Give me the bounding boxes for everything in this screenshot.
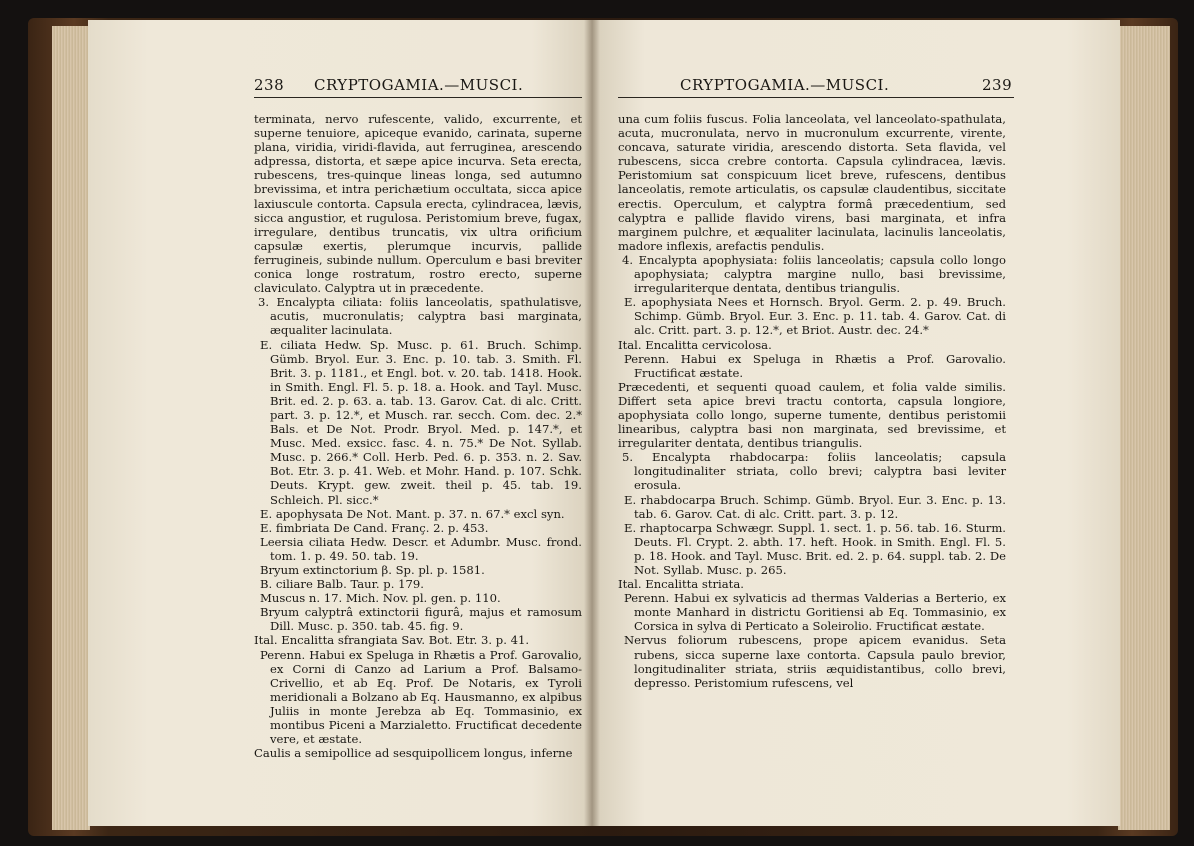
left-paragraph: 3. Encalypta ciliata: foliis lanceolatis, spathulatisve, acutis, mucronulatis; calyptra basi marginata, æqualiter lacinulata. (258, 295, 582, 338)
left-header-rule (254, 97, 582, 98)
left-paragraph: E. fimbriata De Cand. Franç. 2. p. 453. (260, 520, 489, 535)
left-paragraph: Perenn. Habui ex Speluga in Rhætis a Prof. Garovalio, ex Corni di Canzo ad Larium a Prof. Balsamo-Crivellio, et ab Eq. Prof. De Notaris, ex Tyroli meridionali a Bolzano ab Eq. Hausmanno, ex alpibus Juliis in monte Jerebza ab Eq. Tommasinio, ex montibus Piceni a Marzialetto. Fructificat decedente vere, et æstate. (260, 647, 582, 747)
left-running-title: CRYPTOGAMIA.—MUSCI. (314, 76, 524, 94)
left-paragraph: E. ciliata Hedw. Sp. Musc. p. 61. Bruch. Schimp. Gümb. Bryol. Eur. 3. Enc. p. 10. tab. 3. Smith. Fl. Brit. 3. p. 1181., et Engl. bot. v. 20. tab. 1418. Hook. in Smith. Engl. Fl. 5. p. 18. a. Hook. and Tayl. Musc. Brit. ed. 2. p. 63. a. tab. 13. Garov. Cat. di alc. Critt. part. 3. p. 12.*, et Musch. rar. secch. Com. dec. 2.* Bals. et De Not. Prodr. Bryol. Med. p. 147.*, et Musc. Med. exsicc. fasc. 4. n. 75.* De Not. Syllab. Musc. p. 266.* Coll. Herb. Ped. 6. p. 353. n. 2. Sav. Bot. Etr. 3. p. 41. Web. et Mohr. Hand. p. 107. Schk. Deuts. Krypt. gew. zweit. theil p. 45. tab. 19. Schleich. Pl. sicc.* (260, 337, 582, 507)
left-text-block (254, 112, 582, 760)
right-header-rule (618, 97, 1014, 98)
right-paragraph: E. rhabdocarpa Bruch. Schimp. Gümb. Bryol. Eur. 3. Enc. p. 13. tab. 6. Garov. Cat. di alc. Critt. part. 3. p. 12. (624, 492, 1006, 521)
left-page (88, 20, 592, 826)
left-paragraph: terminata, nervo rufescente, valido, excurrente, et superne tenuiore, apiceque evanido, carinata, superne plana, viridia, viridi-flavida, aut ferruginea, arescendo adpressa, distorta, et sæpe apice incurva. Seta erecta, rubescens, tres-quinque lineas longa, sed autumno brevissima, et intra perichætium occultata, sicca apice laxiuscule contorta. Capsula erecta, cylindracea, lævis, sicca angustior, et rugulosa. Peristomium breve, fugax, irregulare, dentibus truncatis, vix ultra orificium capsulæ exertis, plerumque incurvis, pallide ferrugineis, subinde nullum. Operculum e basi breviter conica longe rostratum, rostro erecto, superne claviculato. Calyptra ut in præcedente. (254, 112, 582, 296)
left-paragraph: Bryum extinctorium β. Sp. pl. p. 1581. (260, 563, 485, 577)
left-paragraph: Caulis a semipollice ad sesquipollicem longus, inferne (254, 746, 573, 761)
left-paragraph: Muscus n. 17. Mich. Nov. pl. gen. p. 110. (260, 591, 501, 606)
right-paragraph: 5. Encalypta rhabdocarpa: foliis lanceolatis; capsula longitudinaliter striata, collo brevi; calyptra basi leviter erosula. (622, 450, 1006, 493)
right-paragraph: Ital. Encalitta striata. (618, 577, 744, 592)
right-paragraph: 4. Encalypta apophysiata: foliis lanceolatis; capsula collo longo apophysiata; calyptra margine nullo, basi brevissime, irregulariterque dentata, dentibus triangulis. (622, 252, 1006, 296)
right-paragraph: E. rhaptocarpa Schwægr. Suppl. 1. sect. 1. p. 56. tab. 16. Sturm. Deuts. Fl. Crypt. 2. abth. 17. heft. Hook. in Smith. Engl. Fl. 5. p. 18. Hook. and Tayl. Musc. Brit. ed. 2. p. 64. suppl. tab. 2. De Not. Syllab. Musc. p. 265. (624, 520, 1006, 577)
right-paragraph: E. apophysiata Nees et Hornsch. Bryol. Germ. 2. p. 49. Bruch. Schimp. Gümb. Bryol. Eur. 3. Enc. p. 11. tab. 4. Garov. Cat. di alc. Critt. part. 3. p. 12.*, et Briot. Austr. dec. 24.* (624, 295, 1006, 338)
left-paragraph: E. apophysata De Not. Mant. p. 37. n. 67.* excl syn. (260, 506, 565, 521)
right-paragraph: una cum foliis fuscus. Folia lanceolata, vel lanceolato-spathulata, acuta, mucronulata, nervo in mucronulum excurrente, virente, concava, saturate viridia, arescendo distorta. Seta flavida, vel rubescens, sicca crebre contorta. Capsula cylindracea, lævis. Peristomium sat conspicuum licet breve, rufescens, dentibus lanceolatis, remote articulatis, os capsulæ claudentibus, siccitate erectis. Operculum, et calyptra formâ præcedentium, sed calyptra e pallide flavido virens, basi marginata, et infra marginem pulchre, et æqualiter lacinulata, lacinulis lanceolatis, madore inflexis, arefactis pendulis. (618, 112, 1006, 253)
right-page (592, 20, 1120, 826)
right-paragraph: Perenn. Habui ex sylvaticis ad thermas Valderias a Berterio, ex monte Manhard in districtu Goritiensi ab Eq. Tommasinio, ex Corsica in sylva di Perticato a Soleirolio. Fructificat æstate. (624, 591, 1006, 634)
right-page-number: 239 (982, 76, 1013, 94)
left-paragraph: Ital. Encalitta sfrangiata Sav. Bot. Etr. 3. p. 41. (254, 633, 530, 648)
right-text-block (618, 112, 1006, 690)
page-edges-left (52, 26, 90, 830)
page-edges-right (1118, 26, 1170, 830)
right-paragraph: Nervus foliorum rubescens, prope apicem evanidus. Seta rubens, sicca superne laxe contorta. Capsula paulo brevior, longitudinaliter striata, striis æquidistantibus, collo brevi, depresso. Peristomium rufescens, vel (624, 633, 1006, 690)
right-paragraph: Præcedenti, et sequenti quoad caulem, et folia valde similis. Differt seta apice brevi tractu contorta, capsula longiore, apophysiata collo longo, superne tumente, dentibus peristomii linearibus, calyptra basi non marginata, sed brevissime, et irregulariter dentata, dentibus triangulis. (618, 379, 1006, 451)
left-paragraph: Leersia ciliata Hedw. Descr. et Adumbr. Musc. frond. tom. 1. p. 49. 50. tab. 19. (260, 534, 582, 563)
left-paragraph: Bryum calyptrâ extinctorii figurâ, majus et ramosum Dill. Musc. p. 350. tab. 45. fig. 9. (260, 605, 582, 634)
right-running-title: CRYPTOGAMIA.—MUSCI. (680, 76, 890, 94)
left-paragraph: B. ciliare Balb. Taur. p. 179. (260, 577, 424, 592)
book-gutter (584, 20, 600, 826)
right-paragraph: Perenn. Habui ex Speluga in Rhætis a Prof. Garovalio. Fructificat æstate. (624, 351, 1006, 380)
left-page-number: 238 (254, 76, 285, 94)
right-paragraph: Ital. Encalitta cervicolosa. (618, 337, 772, 352)
